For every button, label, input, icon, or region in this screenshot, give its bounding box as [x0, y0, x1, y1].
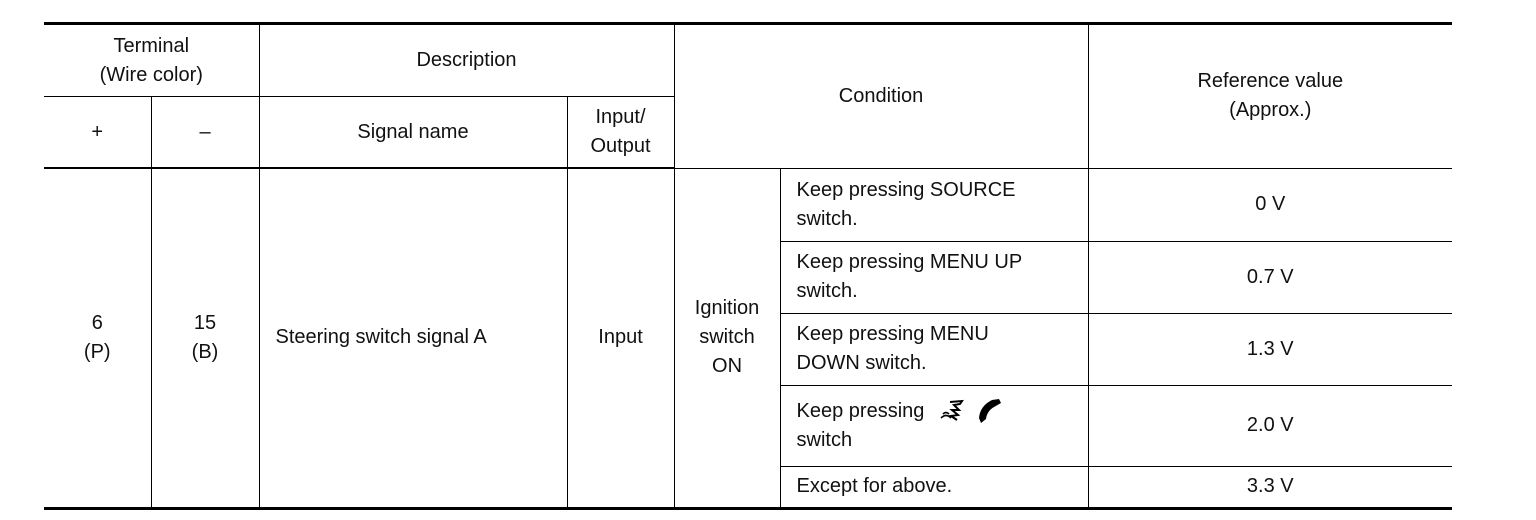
- minus-terminal-color: (B): [191, 340, 219, 363]
- terminal-header: [44, 24, 259, 97]
- ignition-line-1: Ignition: [694, 297, 760, 319]
- condition-header: Condition: [674, 24, 1088, 169]
- condition-line-2: switch.: [796, 207, 858, 230]
- minus-header: –: [151, 97, 259, 169]
- plus-header: +: [44, 97, 151, 169]
- input-output-header: [567, 97, 674, 169]
- minus-terminal-number: 15: [193, 311, 217, 334]
- condition-cell: [780, 385, 1088, 466]
- signal-name-cell: Steering switch signal A: [259, 168, 567, 508]
- condition-line-1: Except for above.: [796, 475, 953, 497]
- reference-value-cell: 0 V: [1088, 168, 1452, 241]
- condition-line-1: Keep pressing MENU: [796, 323, 989, 345]
- terminal-header-label: Terminal: [113, 34, 190, 57]
- reference-value-header: [1088, 24, 1452, 169]
- reference-value-cell: 2.0 V: [1088, 385, 1452, 466]
- ignition-condition-cell: [674, 168, 780, 508]
- reference-value-label: Reference value: [1197, 70, 1344, 93]
- terminal-spec-table: [44, 22, 1452, 510]
- condition-line-2: switch: [796, 428, 853, 451]
- wire-color-header-label: (Wire color): [99, 63, 203, 86]
- plus-terminal-number: 6: [91, 311, 103, 334]
- output-label: Output: [590, 135, 651, 157]
- condition-cell: [780, 241, 1088, 313]
- condition-line-1: [797, 397, 1082, 426]
- condition-cell: [780, 168, 1088, 241]
- condition-line-1: Keep pressing MENU UP: [796, 251, 1023, 273]
- ignition-line-2: switch: [699, 326, 755, 348]
- phone-handset-icon: [978, 398, 1002, 424]
- ignition-line-3: ON: [712, 355, 743, 377]
- signal-name-header: Signal name: [259, 97, 567, 169]
- condition-cell: [780, 466, 1088, 508]
- minus-terminal-cell: [151, 168, 259, 508]
- condition-line-1-text: Keep pressing: [796, 399, 925, 422]
- plus-terminal-color: (P): [83, 340, 111, 363]
- plus-terminal-cell: [44, 168, 151, 508]
- condition-line-1: Keep pressing SOURCE: [796, 178, 1016, 201]
- reference-value-cell: 1.3 V: [1088, 313, 1452, 385]
- condition-line-2: switch.: [796, 280, 858, 302]
- condition-cell: [780, 313, 1088, 385]
- reference-value-cell: 3.3 V: [1088, 466, 1452, 508]
- condition-line-2: DOWN switch.: [796, 352, 927, 374]
- description-header: Description: [259, 24, 674, 97]
- input-label: Input/: [595, 106, 646, 128]
- approx-label: (Approx.): [1229, 99, 1312, 122]
- reference-value-cell: 0.7 V: [1088, 241, 1452, 313]
- voice-recognition-icon: [940, 399, 966, 423]
- io-cell: Input: [567, 168, 674, 508]
